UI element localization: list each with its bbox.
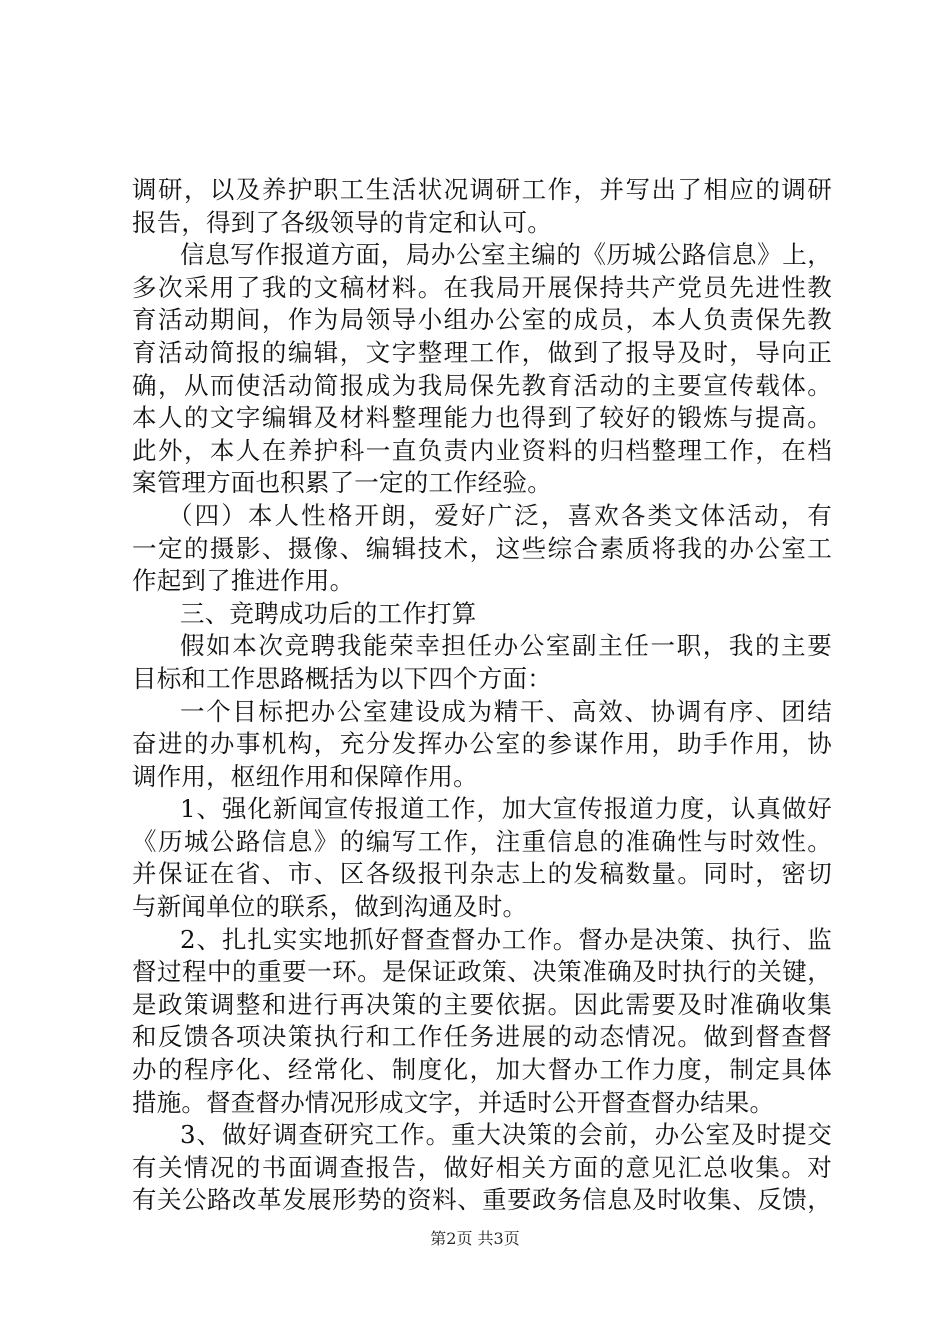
text-line: 确，从而使活动简报成为我局保先教育活动的主要宣传载体。 bbox=[132, 370, 832, 400]
text-line: 1、强化新闻宣传报道工作，加大宣传报道力度，认真做好 bbox=[180, 794, 832, 824]
text-line: 并保证在省、市、区各级报刊杂志上的发稿数量。同时，密切 bbox=[132, 859, 832, 889]
page-footer: 第2页 共3页 bbox=[430, 1229, 520, 1248]
document-body bbox=[132, 174, 832, 1217]
text-line: 报告，得到了各级领导的肯定和认可。 bbox=[132, 207, 552, 237]
text-line: 此外，本人在养护科一直负责内业资料的归档整理工作，在档 bbox=[132, 435, 832, 465]
text-line: 奋进的办事机构，充分发挥办公室的参谋作用，助手作用，协 bbox=[132, 729, 832, 759]
text-line: 目标和工作思路概括为以下四个方面： bbox=[132, 663, 552, 693]
text-line: 是政策调整和进行再决策的主要依据。因此需要及时准确收集 bbox=[132, 989, 832, 1019]
text-line: 育活动期间，作为局领导小组办公室的成员，本人负责保先教 bbox=[132, 305, 832, 335]
text-line: 3、做好调查研究工作。重大决策的会前，办公室及时提交 bbox=[180, 1120, 832, 1150]
text-line: 信息写作报道方面，局办公室主编的《历城公路信息》上， bbox=[180, 240, 832, 270]
text-line: 本人的文字编辑及材料整理能力也得到了较好的锻炼与提高。 bbox=[132, 403, 832, 433]
text-line: 案管理方面也积累了一定的工作经验。 bbox=[132, 468, 552, 498]
text-line: 多次采用了我的文稿材料。在我局开展保持共产党员先进性教 bbox=[132, 272, 832, 302]
text-line: 假如本次竞聘我能荣幸担任办公室副主任一职，我的主要 bbox=[180, 631, 832, 661]
text-line: 2、扎扎实实地抓好督查督办工作。督办是决策、执行、监 bbox=[180, 924, 832, 954]
text-line: 一个目标把办公室建设成为精干、高效、协调有序、团结 bbox=[180, 696, 832, 726]
text-line: 一定的摄影、摄像、编辑技术，这些综合素质将我的办公室工 bbox=[132, 533, 832, 563]
text-line: 调研，以及养护职工生活状况调研工作，并写出了相应的调研 bbox=[132, 175, 832, 204]
text-line: 《历城公路信息》的编写工作，注重信息的准确性与时效性。 bbox=[132, 826, 832, 856]
text-line: （四）本人性格开朗，爱好广泛，喜欢各类文体活动，有 bbox=[168, 500, 832, 530]
text-line: 作起到了推进作用。 bbox=[132, 566, 355, 596]
text-line: 措施。督查督办情况形成文字，并适时公开督查督办结果。 bbox=[132, 1087, 775, 1117]
text-line: 有关公路改革发展形势的资料、重要政务信息及时收集、反馈， bbox=[132, 1185, 832, 1215]
text-line: 和反馈各项决策执行和工作任务进展的动态情况。做到督查督 bbox=[132, 1022, 832, 1052]
text-line: 调作用，枢纽作用和保障作用。 bbox=[132, 761, 478, 791]
text-line: 办的程序化、经常化、制度化，加大督办工作力度，制定具体 bbox=[132, 1055, 832, 1085]
text-line: 三、竞聘成功后的工作打算 bbox=[180, 598, 477, 628]
text-line: 督过程中的重要一环。是保证政策、决策准确及时执行的关键， bbox=[132, 957, 832, 987]
text-line: 育活动简报的编辑，文字整理工作，做到了报导及时，导向正 bbox=[132, 337, 832, 367]
text-line: 与新闻单位的联系，做到沟通及时。 bbox=[132, 892, 528, 922]
text-line: 有关情况的书面调查报告，做好相关方面的意见汇总收集。对 bbox=[132, 1152, 832, 1182]
